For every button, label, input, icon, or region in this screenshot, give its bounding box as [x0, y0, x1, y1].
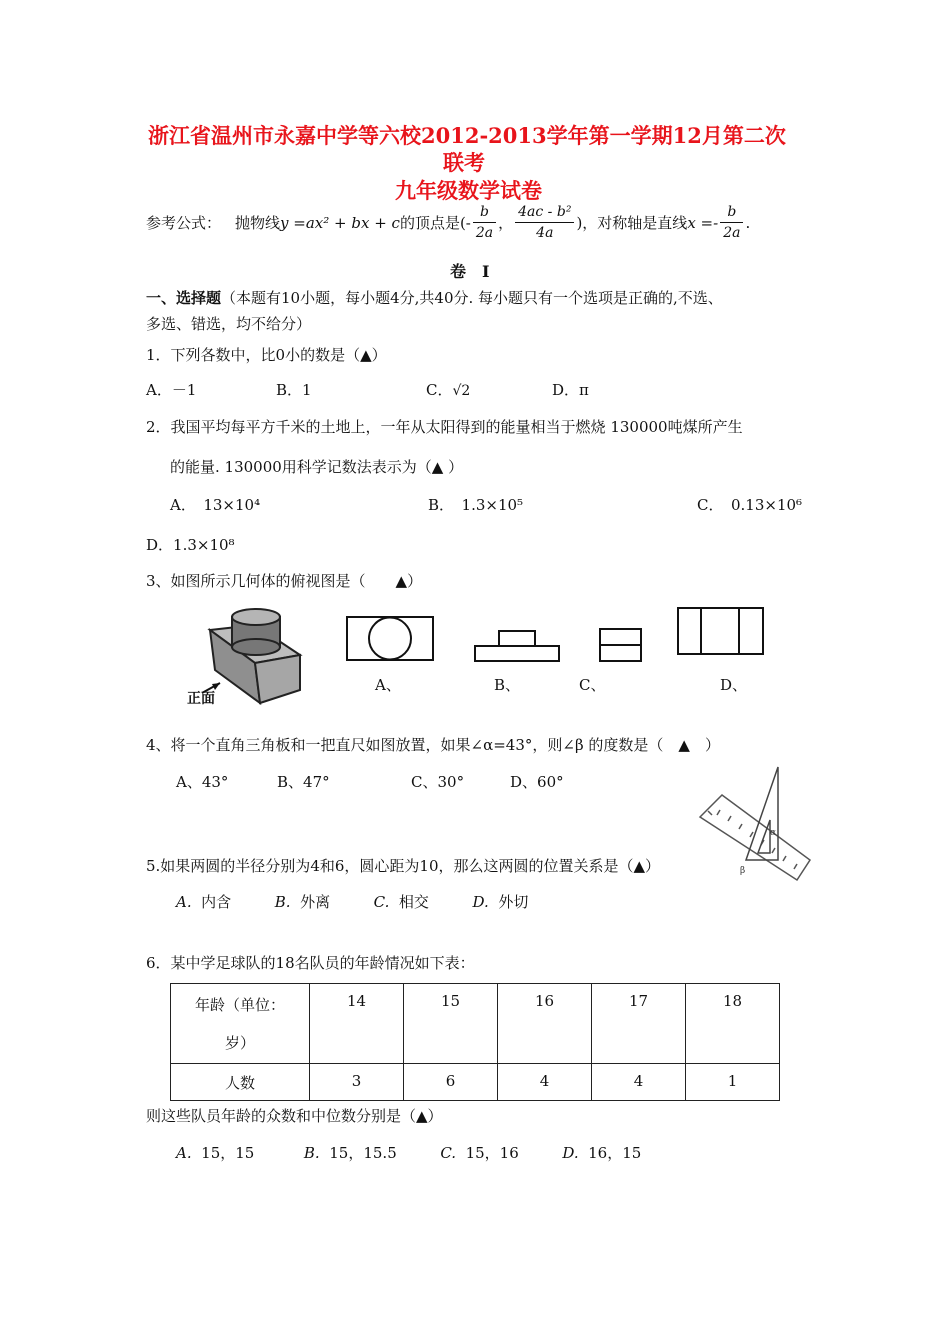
q5-option-a: 内含 [201, 893, 232, 911]
q5-option-d: 外切 [498, 893, 529, 911]
q1-option-d: D．π [552, 381, 589, 399]
q6-stem: 6．某中学足球队的18名队员的年龄情况如下表： [146, 954, 475, 972]
q4-option-a: A、43° [176, 773, 229, 791]
q6-option-a: 15，15 [201, 1144, 255, 1162]
count-cell: 1 [686, 1064, 780, 1101]
q1-option-c: C．√2 [426, 381, 471, 399]
q4-stem: 4、将一个直角三角板和一把直尺如图放置，如果∠α=43°，则∠β 的度数是（ ▲ ） [146, 736, 720, 754]
q4-option-c: C、30° [411, 773, 465, 791]
q5-options: A. 内含 B. 外离 C. 相交 D. 外切 [176, 893, 529, 911]
count-cell: 4 [498, 1064, 592, 1101]
q1-option-a: A．－1 [146, 381, 197, 399]
fraction-axis: $\frac{b}{2a}$ [720, 202, 743, 243]
age-cell: 14 [310, 984, 404, 1064]
q6-age-table [170, 983, 780, 1101]
q5-stem: 5.如果两圆的半径分别为4和6，圆心距为10，那么这两圆的位置关系是（▲） [146, 857, 661, 875]
table-row-counts [171, 1064, 780, 1101]
q3-option-b[interactable]: B、 [494, 676, 521, 694]
q3-front-label: 正面 [187, 691, 215, 707]
formula-expr: y =ax² + bx + c [280, 213, 400, 232]
table-row-ages [171, 984, 780, 1064]
title-line1: 浙江省温州市永嘉中学等六校2012-2013学年第一学期12月第二次 [148, 123, 786, 148]
q4-option-d: D、60° [510, 773, 564, 791]
reference-formula: 参考公式： 抛物线 y =ax² + bx + c 的顶点是(- $\frac{b}{2a}$ ， $\frac{\text{4ac - b²}}{4a}$ )，对称轴是直线 x =- $\frac{b}{2a}$ . [146, 204, 751, 241]
part1-desc1: （本题有10小题，每小题4分,共40分. 每小题只有一个选项是正确的,不选、 [221, 289, 723, 307]
q3-option-d[interactable]: D、 [720, 676, 748, 694]
fraction-b-2a: $\frac{b}{2a}$ [473, 202, 496, 243]
age-cell: 15 [404, 984, 498, 1064]
q6-options: A. 15，15 B. 15，15.5 C. 15，16 D. 16，15 [176, 1144, 642, 1162]
q6-option-d: 16，15 [588, 1144, 642, 1162]
q3-option-a[interactable]: A、 [375, 676, 401, 694]
q1-option-b: B．1 [276, 381, 312, 399]
count-cell: 4 [592, 1064, 686, 1101]
formula-label: 参考公式： [146, 214, 222, 232]
section-title: 卷 Ⅰ [450, 262, 490, 281]
q4-beta-label: β [740, 866, 746, 876]
age-cell: 18 [686, 984, 780, 1064]
count-cell: 3 [310, 1064, 404, 1101]
q2-option-c: C． 0.13×10⁶ [697, 496, 803, 514]
part1-heading-line [146, 287, 723, 308]
q6-option-c: 15，16 [465, 1144, 519, 1162]
q5-option-b: 外离 [300, 893, 331, 911]
q3-option-d-figure [677, 607, 764, 655]
header-age-cell: 年龄（单位： 岁） [171, 984, 310, 1064]
formula-text2: 的顶点是(- [399, 214, 471, 232]
q2-option-a: A． 13×10⁴ [170, 496, 261, 514]
q6-option-b: 15，15.5 [329, 1144, 397, 1162]
part1-desc2: 多选、错选，均不给分） [146, 315, 312, 333]
q3-stem: 3、如图所示几何体的俯视图是（ ▲） [146, 572, 423, 590]
q2-option-d: D．1.3×10⁸ [146, 536, 235, 554]
q6-question: 则这些队员年龄的众数和中位数分别是（▲） [146, 1107, 443, 1125]
formula-axis: x =- [687, 213, 719, 232]
count-label-cell: 人数 [171, 1064, 310, 1101]
part1-heading: 一、选择题 [146, 289, 222, 307]
age-cell: 17 [592, 984, 686, 1064]
q3-option-c-figure [599, 628, 642, 662]
q3-option-b-figure [474, 630, 560, 662]
q2-stem-line1: 2．我国平均每平方千米的土地上，一年从太阳得到的能量相当于燃烧 130000吨煤所产生 [146, 418, 743, 436]
title-line2: 联考 [443, 150, 485, 175]
formula-text1: 抛物线 [235, 214, 281, 232]
age-cell: 16 [498, 984, 592, 1064]
q3-option-a-figure [346, 616, 434, 661]
q4-option-b: B、47° [277, 773, 330, 791]
formula-text3: )，对称轴是直线 [576, 214, 688, 232]
count-cell: 6 [404, 1064, 498, 1101]
q3-option-c[interactable]: C、 [579, 676, 606, 694]
title-line3: 九年级数学试卷 [395, 178, 542, 203]
q4-ruler-triangle-figure [690, 765, 815, 885]
q1-stem: 1．下列各数中，比0小的数是（▲） [146, 346, 387, 364]
q2-stem-line2: 的能量. 130000用科学记数法表示为（▲ ） [170, 458, 464, 476]
q2-option-b: B． 1.3×10⁵ [428, 496, 524, 514]
q4-alpha-label: α [770, 828, 777, 838]
q5-option-c: 相交 [398, 893, 429, 911]
fraction-4ac: $\frac{\text{4ac - b²}}{4a}$ [515, 202, 574, 243]
